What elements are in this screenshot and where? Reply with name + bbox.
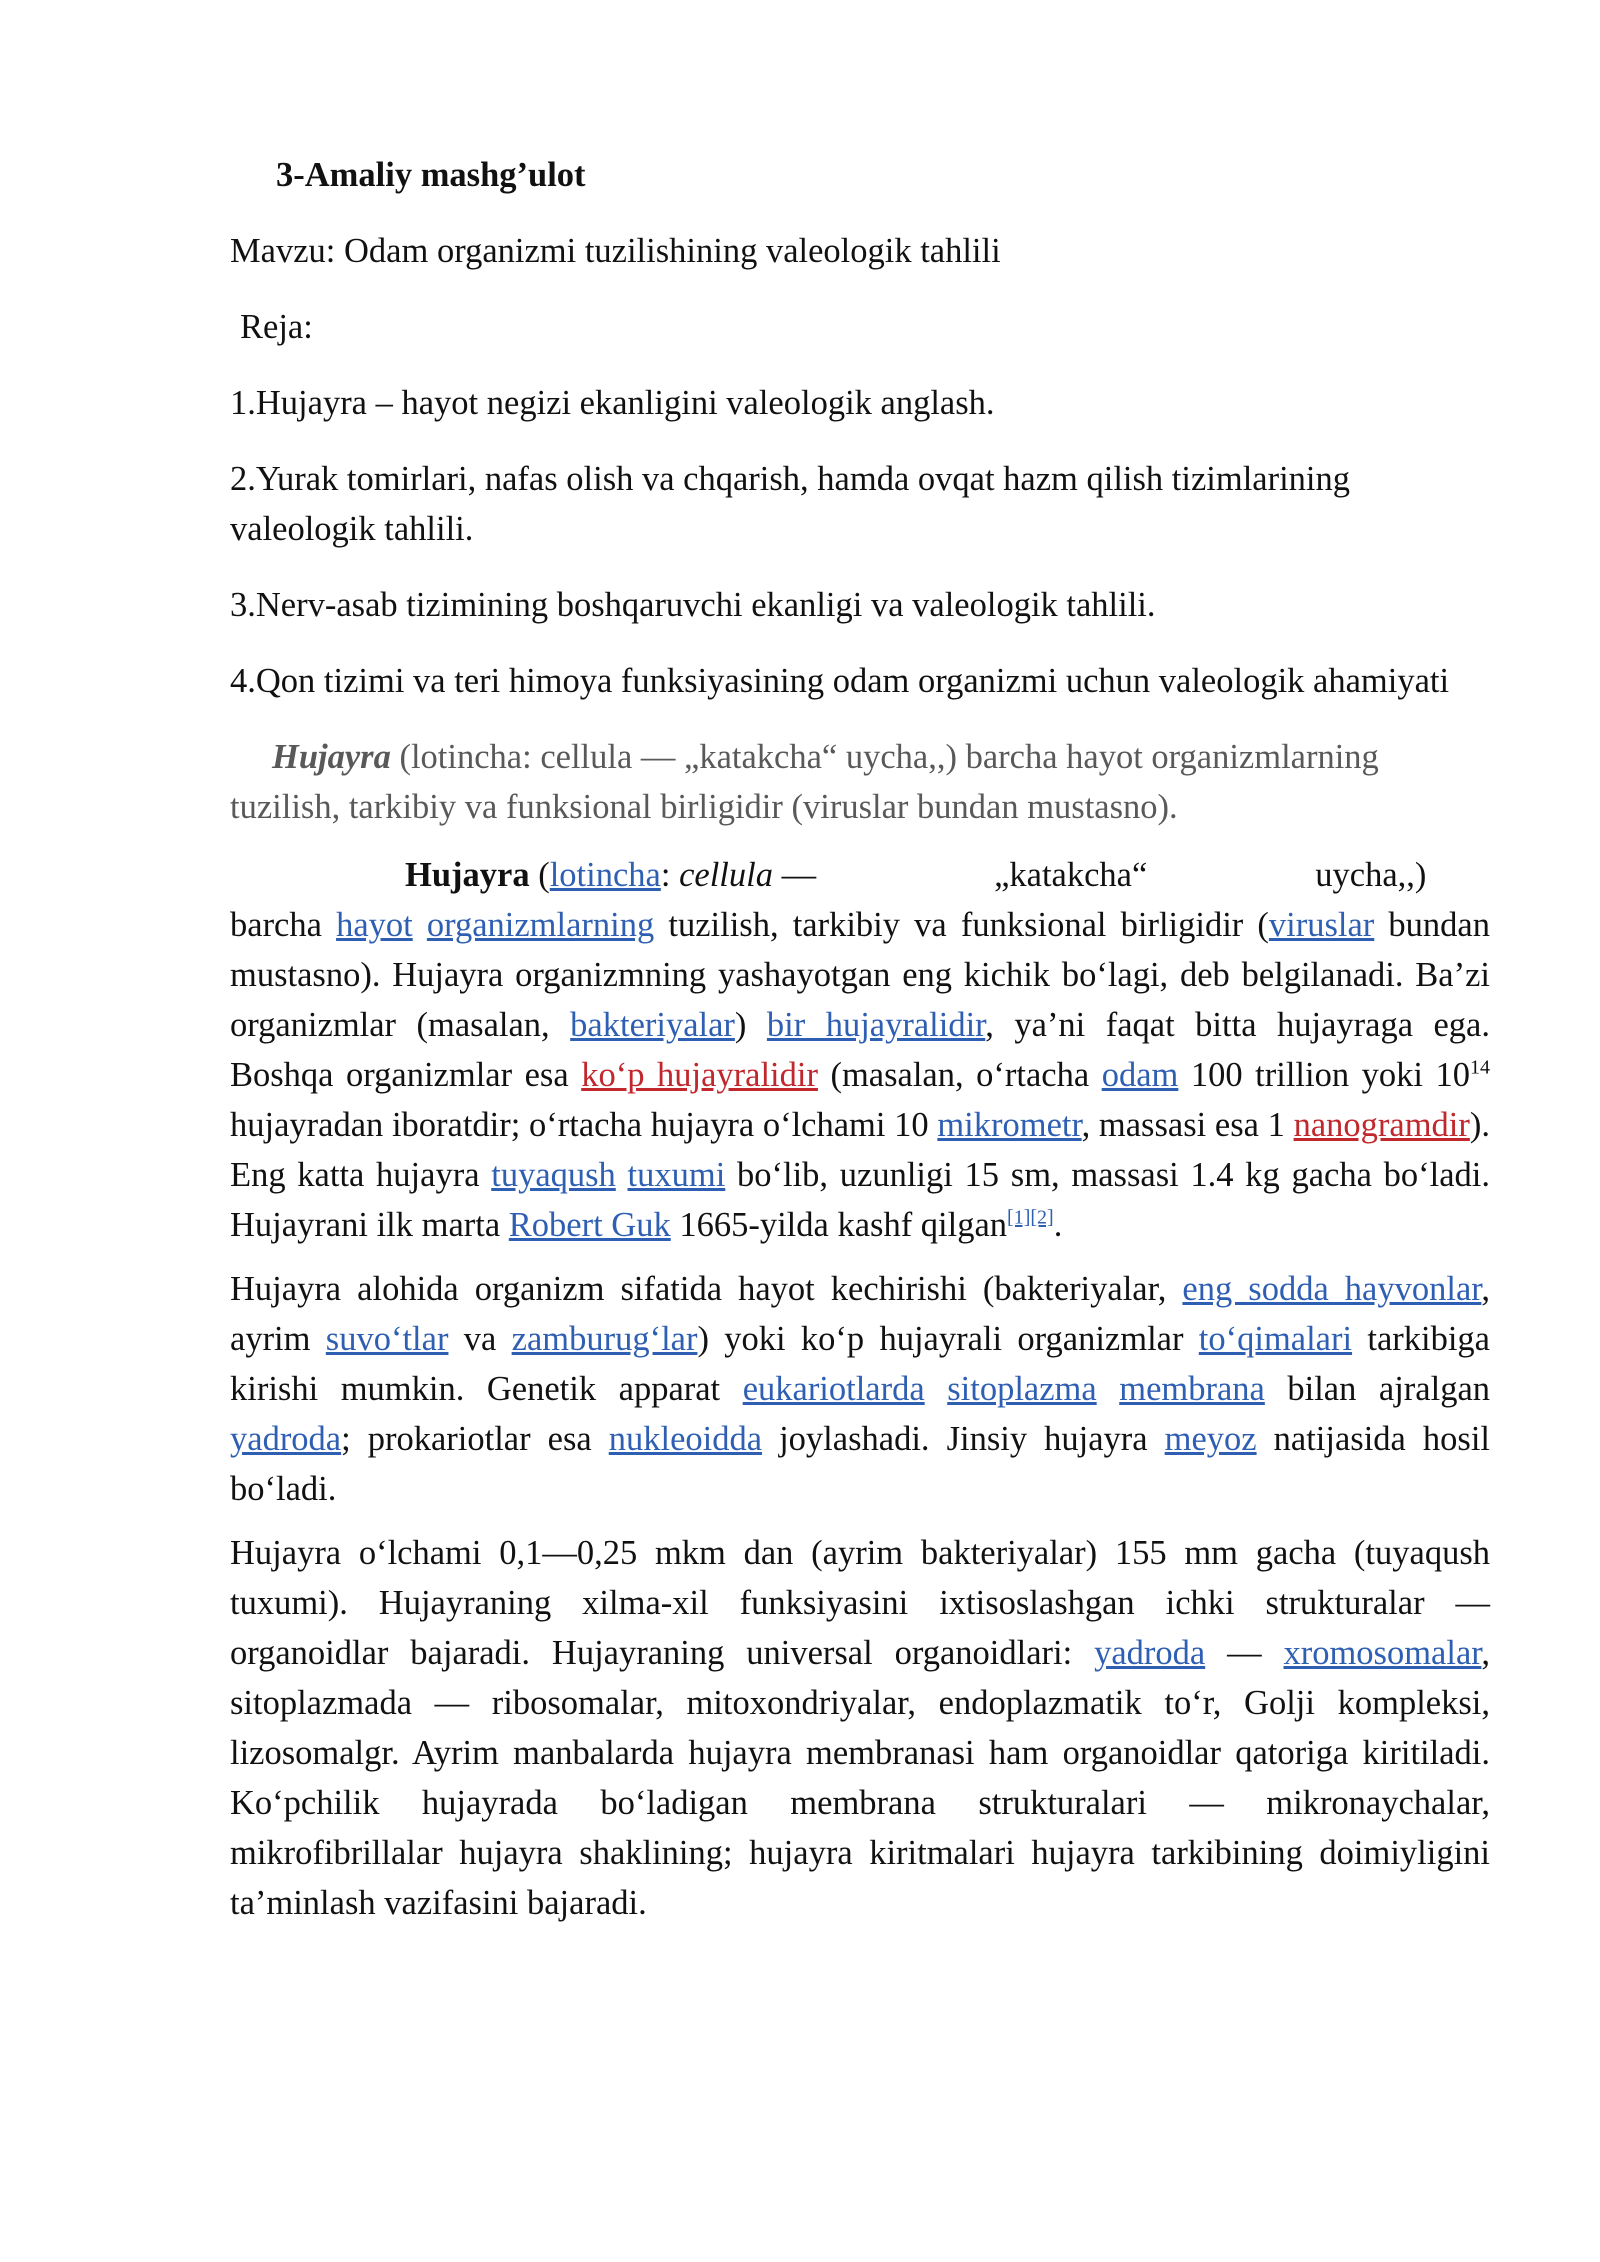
link-toqimalari[interactable]: to‘qimalari: [1198, 1320, 1353, 1358]
link-mikrometr[interactable]: mikrometr: [937, 1106, 1082, 1144]
text-span: ): [734, 1006, 767, 1044]
link-zamburuglar[interactable]: zamburug‘lar: [511, 1320, 698, 1358]
text-span: .: [1053, 1206, 1063, 1244]
link-tuyaqush[interactable]: tuyaqush: [491, 1156, 616, 1194]
text-span: bilan ajralgan: [1264, 1370, 1491, 1408]
plan-item-4: 4.Qon tizimi va teri himoya funksiyasining odam organizmi uchun valeologik ahamiyati: [230, 662, 1450, 700]
text-span: , ayrim: [230, 1270, 1491, 1358]
link-xromosomalar[interactable]: xromosomalar: [1283, 1634, 1482, 1672]
text-span: [616, 1156, 628, 1194]
text-span: Hujayra o‘lchami 0,1—0,25 mkm dan (ayrim bakteriyalar) 155 mm gacha (tuyaqush tuxumi). Hujayraning xilma-xil funksiyasini ixtisoslashgan ichki strukturalar — organoidlar bajaradi. Hujayraning universal organoidlari:: [230, 1534, 1490, 1672]
link-eng-sodda-hayvonlar[interactable]: eng sodda hayvonlar: [1182, 1270, 1482, 1308]
text-span: hujayradan iboratdir; o‘rtacha hujayra o‘lchami 10: [230, 1106, 938, 1144]
definition-term: Hujayra: [405, 856, 530, 894]
link-odam[interactable]: odam: [1101, 1056, 1179, 1094]
link-tuxumi[interactable]: tuxumi: [627, 1156, 726, 1194]
text-span: —: [1205, 1634, 1284, 1672]
link-organizmlarning[interactable]: organizmlarning: [426, 906, 655, 944]
link-nanogramdir[interactable]: nanogramdir: [1293, 1106, 1470, 1144]
text-span: barcha: [230, 906, 337, 944]
text-span: va: [448, 1320, 512, 1358]
text-span: natijasida hosil bo‘ladi.: [230, 1420, 1491, 1508]
text-span: 100 trillion yoki 10: [1178, 1056, 1471, 1094]
paragraph-organoids: [230, 1528, 1490, 1928]
text-span: (: [529, 856, 550, 894]
document-page: [230, 150, 1490, 1928]
link-kop-hujayralidir[interactable]: ko‘p hujayralidir: [581, 1056, 818, 1094]
paragraph-organisms: [230, 1264, 1490, 1514]
cellula-term: cellula: [679, 856, 773, 894]
text-span: ). Eng katta hujayra: [230, 1106, 1490, 1194]
text-span: —: [772, 856, 817, 894]
text-span: [925, 1370, 948, 1408]
plan-item-1: 1.Hujayra – hayot negizi ekanligini valeologik anglash.: [230, 384, 995, 422]
link-yadroda-2[interactable]: yadroda: [1094, 1634, 1206, 1672]
topic-line: Mavzu: Odam organizmi tuzilishining valeologik tahlili: [230, 232, 1001, 270]
text-span: , ya’ni faqat bitta hujayraga ega. Boshqa organizmlar esa: [230, 1006, 1490, 1094]
link-bakteriyalar[interactable]: bakteriyalar: [570, 1006, 735, 1044]
text-span: joylashadi. Jinsiy hujayra: [762, 1420, 1165, 1458]
text-span: bo‘lib, uzunligi 15 sm, massasi 1.4 kg gacha bo‘ladi. Hujayrani ilk marta: [230, 1156, 1490, 1244]
link-bir-hujayralidir[interactable]: bir hujayralidir: [766, 1006, 986, 1044]
link-meyoz[interactable]: meyoz: [1164, 1420, 1257, 1458]
text-span: , massasi esa 1: [1081, 1106, 1294, 1144]
text-span: uycha,,): [1315, 856, 1427, 894]
plan-heading: Reja:: [240, 308, 313, 346]
superscript-14: 14: [1470, 1056, 1491, 1079]
link-yadroda[interactable]: yadroda: [230, 1420, 342, 1458]
link-hayot[interactable]: hayot: [336, 906, 413, 944]
link-membrana[interactable]: membrana: [1119, 1370, 1265, 1408]
intro-paragraph: [230, 732, 1490, 832]
footnote-refs[interactable]: [1][2]: [1007, 1206, 1054, 1229]
text-span: ; prokariotlar esa: [341, 1420, 609, 1458]
text-span: (masalan, o‘rtacha: [817, 1056, 1102, 1094]
text-span: tarkibiga kirishi mumkin. Genetik apparat: [230, 1320, 1490, 1408]
link-eukariotlarda[interactable]: eukariotlarda: [742, 1370, 925, 1408]
text-span: „katakcha“: [994, 856, 1148, 894]
intro-term: Hujayra: [272, 738, 391, 776]
text-span: tuzilish, tarkibiy va funksional birligidir (: [654, 906, 1269, 944]
paragraph-definition: [230, 850, 1490, 1250]
link-lotincha[interactable]: lotincha: [549, 856, 661, 894]
link-viruslar[interactable]: viruslar: [1268, 906, 1375, 944]
intro-text: (lotincha: cellula — „katakcha“ uycha,,) barcha hayot organizmlarning tuzilish, tarkibiy va funksional birligidir (viruslar bundan mustasno).: [230, 738, 1379, 826]
text-span: Hujayra alohida organizm sifatida hayot kechirishi (bakteriyalar,: [230, 1270, 1183, 1308]
text-span: , sitoplazmada — ribosomalar, mitoxondriyalar, endoplazmatik to‘r, Golji kompleksi, lizosomalgr. Ayrim manbalarda hujayra membranasi ham organoidlar qatoriga kiritiladi. Ko‘pchilik hujayrada bo‘ladigan membrana strukturalari — mikronaychalar, mikrofibrillalar hujayra shaklining; hujayra kiritmalari hujayra tarkibining doimiyligini ta’minlash vazifasini bajaradi.: [230, 1634, 1490, 1922]
plan-item-3: 3.Nerv-asab tizimining boshqaruvchi ekanligi va valeologik tahlili.: [230, 586, 1156, 624]
text-span: :: [660, 856, 680, 894]
link-nukleoidda[interactable]: nukleoidda: [608, 1420, 763, 1458]
link-robert-guk[interactable]: Robert Guk: [508, 1206, 671, 1244]
plan-item-2: 2.Yurak tomirlari, nafas olish va chqarish, hamda ovqat hazm qilish tizimlarining valeologik tahlili.: [230, 460, 1351, 548]
link-suvotlar[interactable]: suvo‘tlar: [325, 1320, 449, 1358]
page-title: 3-Amaliy mashg’ulot: [276, 156, 586, 194]
text-span: ) yoki ko‘p hujayrali organizmlar: [697, 1320, 1199, 1358]
text-span: [1097, 1370, 1120, 1408]
text-span: bundan mustasno). Hujayra organizmning yashayotgan eng kichik bo‘lagi, deb belgilanadi. Ba’zi organizmlar (masalan,: [230, 906, 1490, 1044]
link-sitoplazma[interactable]: sitoplazma: [947, 1370, 1097, 1408]
text-span: 1665-yilda kashf qilgan: [670, 1206, 1008, 1244]
